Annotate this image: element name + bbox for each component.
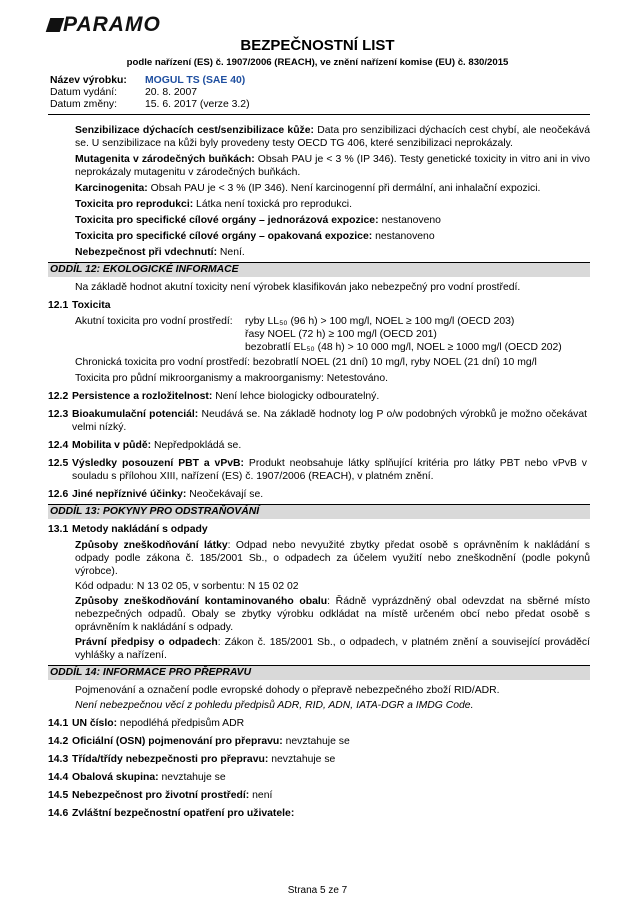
issued-label: Datum vydání:: [50, 87, 117, 98]
item-14-2: 14.2 Oficiální (OSN) pojmenování pro přepravu: nevztahuje se: [48, 736, 350, 747]
item-14-6: 14.6 Zvláštní bezpečnostní opatření pro uživatele:: [48, 808, 295, 819]
logo-mark-icon: [46, 18, 65, 32]
company-logo: PARAMO: [48, 14, 161, 36]
section-heading-13: ODDÍL 13: POKYNY PRO ODSTRAŇOVÁNÍ: [48, 504, 590, 519]
header-divider: [48, 114, 590, 115]
product-name: MOGUL TS (SAE 40): [145, 75, 246, 86]
item-14-4: 14.4 Obalová skupina: nevztahuje se: [48, 772, 226, 783]
chronic-toxicity: Chronická toxicita pro vodní prostředí: bezobratlí NOEL (21 dní) 10 mg/l, ryby NOEL (21 dní) 10 mg/l: [75, 357, 537, 368]
tox-paragraph: Mutagenita v zárodečných buňkách: Obsah PAU je < 3 % (IP 346). Testy genetické toxicity in vitro ani in vivo neprokázaly mutagenitu v zárodečných buňkách.: [75, 154, 590, 178]
revised-date: 15. 6. 2017 (verze 3.2): [145, 99, 250, 110]
document-subtitle: podle nařízení (ES) č. 1907/2006 (REACH), ve znění nařízení komise (EU) č. 830/2015: [126, 57, 509, 68]
item-12-3: 12.3 Bioakumulační potenciál: Neudává se. Na základě hodnoty log P o/w podobných výrobků je možno očekávat velmi nízký.: [48, 409, 588, 433]
product-label: Název výrobku:: [50, 75, 127, 86]
transport-intro: Pojmenování a označení podle evropské dohody o přepravě nebezpečného zboží RID/ADR.: [75, 685, 500, 696]
soil-toxicity: Toxicita pro půdní mikroorganismy a makroorganismy: Netestováno.: [75, 373, 389, 384]
item-14-3: 14.3 Třída/třídy nebezpečnosti pro přepravu: nevztahuje se: [48, 754, 336, 765]
page-content: [48, 124, 590, 823]
item-12-6: 12.6 Jiné nepříznivé účinky: Neočekávají se.: [48, 489, 264, 500]
product-row: [50, 75, 250, 87]
tox-paragraph: Nebezpečnost při vdechnutí: Není.: [75, 247, 245, 258]
tox-paragraph: Toxicita pro reprodukci: Látka není toxická pro reprodukci.: [75, 199, 353, 210]
tox-paragraph: Karcinogenita: Obsah PAU je < 3 % (IP 346). Není karcinogenní při dermální, ani inhalační expozici.: [75, 183, 541, 194]
waste-legislation: Právní předpisy o odpadech: Zákon č. 185/2001 Sb., o odpadech, v platném znění a související prováděcí vyhlášky a nařízení.: [75, 637, 591, 661]
page-number: Strana 5 ze 7: [287, 885, 348, 896]
tox-paragraph: Senzibilizace dýchacích cest/senzibilizace kůže: Data pro senzibilizaci dýchacích cest chybí, ale neočekává se. U senzibilizace na kůži byly provedeny testy OECD TG 406, které senzibilizaci neprokázaly.: [75, 125, 591, 149]
issued-row: [50, 87, 250, 99]
issued-date: 20. 8. 2007: [145, 87, 197, 98]
product-meta: [50, 75, 250, 111]
revised-row: [50, 99, 250, 111]
item-14-5: 14.5 Nebezpečnost pro životní prostředí: není: [48, 790, 273, 801]
item-12-1: 12.1 Toxicita: [48, 300, 111, 311]
section-heading-12: ODDÍL 12: EKOLOGICKÉ INFORMACE: [48, 262, 590, 277]
revised-label: Datum změny:: [50, 99, 117, 110]
item-12-5: 12.5 Výsledky posouzení PBT a vPvB: Produkt neobsahuje látky splňující kritéria pro látky PBT nebo vPvB v souladu s přílohou XIII, nařízení (ES) č. 1907/2006 (REACH), v platném znění.: [48, 458, 587, 482]
tox-paragraph: Toxicita pro specifické cílové orgány – jednorázová expozice: nestanoveno: [75, 215, 441, 226]
item-14-1: 14.1 UN číslo: nepodléhá předpisům ADR: [48, 718, 245, 729]
tox-paragraph: Toxicita pro specifické cílové orgány – opakovaná expozice: nestanoveno: [75, 231, 435, 242]
acute-toxicity: Akutní toxicita pro vodní prostředí: ryby LL₅₀ (96 h) > 100 mg/l, NOEL ≥ 100 mg/l (OECD 203) řasy NOEL (72 h) ≥ 100 mg/l (OECD 201) bezobratlí EL₅₀ (48 h) > 10 000 mg/l, NOEL ≥ 1000 mg/l (OECD 202): [75, 316, 562, 353]
item-12-2: 12.2 Persistence a rozložitelnost: Není lehce biologicky odbouratelný.: [48, 391, 380, 402]
waste-disposal-packaging: Způsoby zneškodňování kontaminovaného obalu: Řádně vyprázdněný obal odevzdat na sběrné místo nebezpečných odpadů. Obaly se zbytky výrobku odkládat na místě určeném obcí nebo předat osobě s oprávněním k nakládání s odpady.: [75, 596, 590, 633]
item-13-1: 13.1 Metody nakládání s odpady: [48, 524, 208, 535]
waste-disposal-substance: Způsoby zneškodňování látky: Odpad nebo nevyužité zbytky předat osobě s oprávněním k nakládání s odpady podle zákona č. 185/2001 Sb., o odpadech za účelem využití nebo zneškodnění (podle pokynů výrobce).: [75, 540, 590, 577]
section-12-intro: Na základě hodnot akutní toxicity není výrobek klasifikován jako nebezpečný pro vodní prostředí.: [75, 282, 521, 293]
waste-code: Kód odpadu: N 13 02 05, v sorbentu: N 15 02 02: [75, 581, 299, 592]
document-title: BEZPEČNOSTNÍ LIST: [240, 37, 395, 54]
item-12-4: 12.4 Mobilita v půdě: Nepředpokládá se.: [48, 440, 242, 451]
transport-note: Není nebezpečnou věcí z pohledu předpisů ADR, RID, ADN, IATA-DGR a IMDG Code.: [75, 700, 474, 711]
section-heading-14: ODDÍL 14: INFORMACE PRO PŘEPRAVU: [48, 665, 590, 680]
